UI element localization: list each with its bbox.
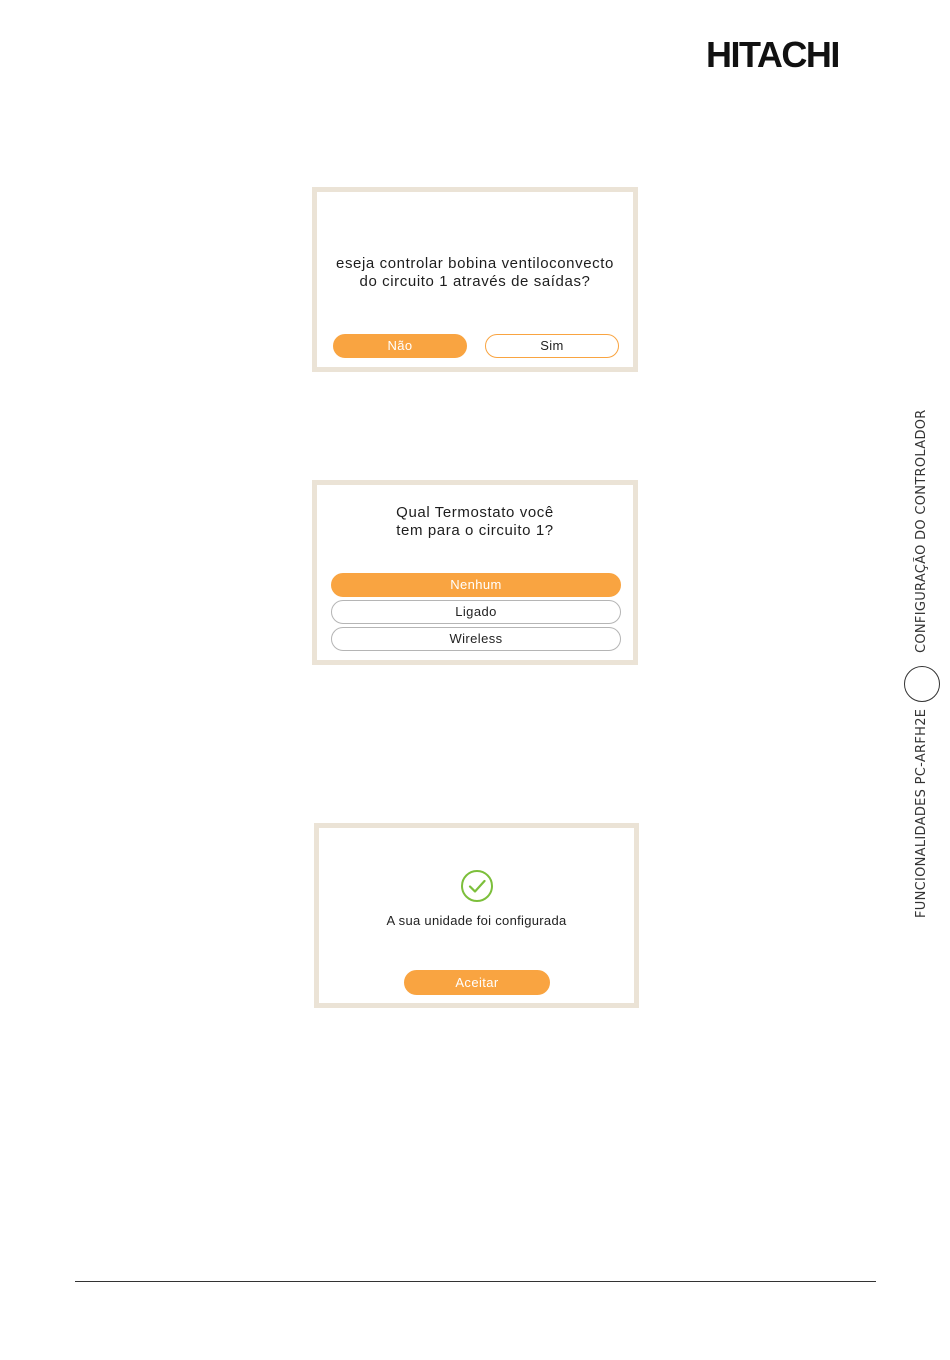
side-section-title: CONFIGURAÇÃO DO CONTROLADOR [914, 409, 929, 653]
option-ligado[interactable]: Ligado [331, 600, 621, 624]
hitachi-logo: HITACHI [706, 34, 839, 75]
configured-confirmation-dialog [314, 823, 639, 1008]
question-line-2: do circuito 1 através de saídas? [359, 273, 591, 290]
question-line-1: Qual Termostato você [396, 504, 554, 521]
thermostat-select-dialog [312, 480, 638, 665]
question-line-2: tem para o circuito 1? [396, 522, 554, 539]
option-nenhum[interactable]: Nenhum [331, 573, 621, 597]
side-tab [914, 408, 936, 918]
fan-coil-output-dialog [312, 187, 638, 372]
check-circle-icon [460, 869, 494, 903]
option-wireless[interactable]: Wireless [331, 627, 621, 651]
dialog-question [317, 504, 633, 540]
sim-button[interactable]: Sim [485, 334, 619, 358]
aceitar-button[interactable]: Aceitar [404, 970, 550, 995]
footer-divider [75, 1281, 876, 1282]
side-document-title: FUNCIONALIDADES PC-ARFH2E [914, 708, 929, 918]
nao-button[interactable]: Não [333, 334, 467, 358]
confirmation-message: A sua unidade foi configurada [386, 913, 567, 928]
dialog-question [317, 255, 633, 291]
page-number-circle [904, 666, 940, 702]
question-line-1: eseja controlar bobina ventiloconvecto [336, 255, 614, 272]
